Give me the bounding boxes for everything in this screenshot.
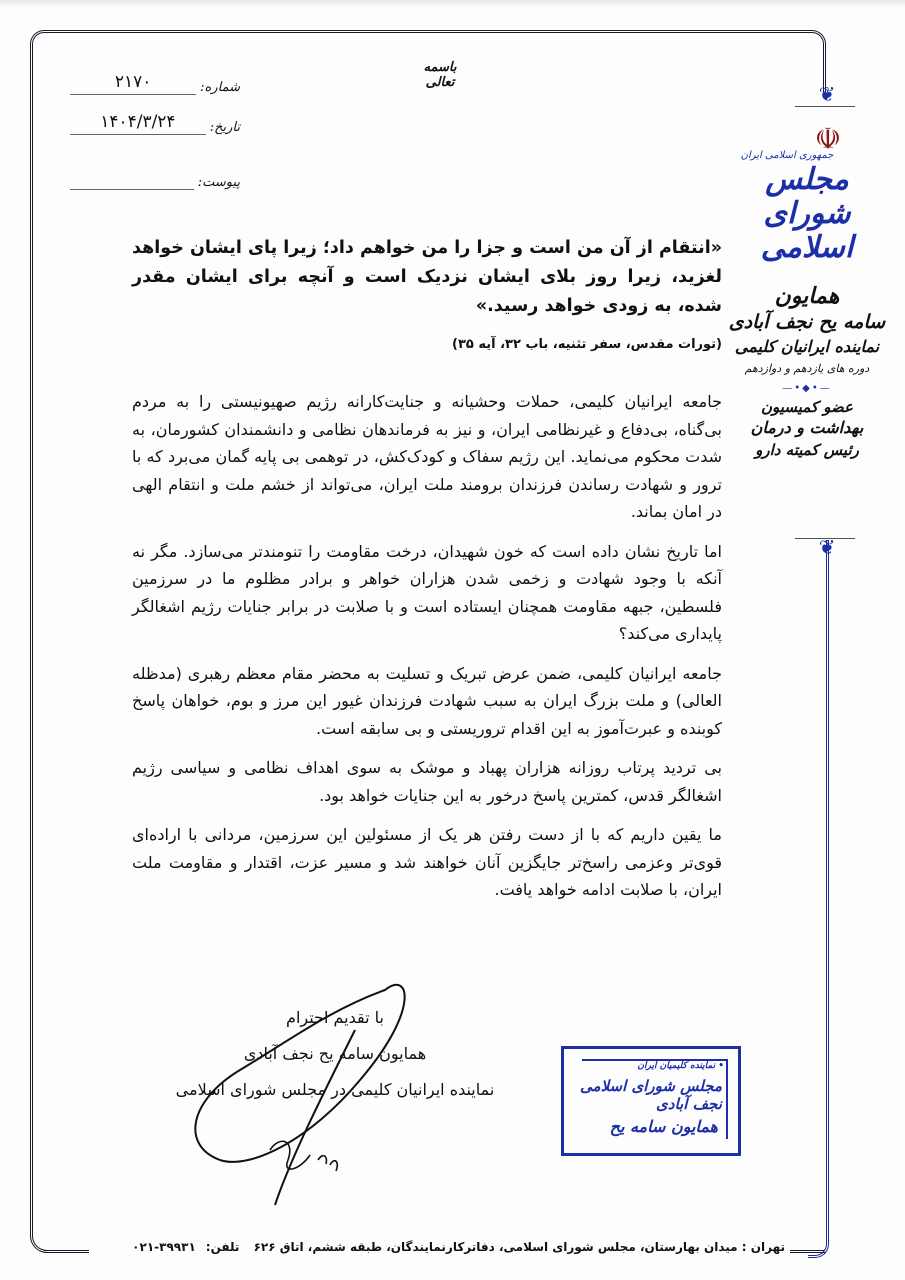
paragraph: جامعه ایرانیان کلیمی، حملات وحشیانه و جنایت‌کارانه رژیم صهیونیستی را به مردم بی‌گناه، بی‌دفاع و غیرنظامی ایران، و نیز به فرماندهان نظامی و دانشمندان کشورمان، به شدت محکوم می‌نماید. این رژیم سفاک و کودک‌کش، در توهمی بی پایه گمان می‌برد که با ترور و شهادت رساندن فرزندان برومند ملت ایران، می‌تواند از خشم ملت و انتقام الهی در امان بماند. [132, 392, 722, 521]
page-border-left [30, 60, 47, 1253]
footer-phone-value: ۳۹۹۳۱-۰۲۱ [132, 1240, 196, 1254]
page-border-bottom [790, 1250, 825, 1253]
letter-number-row [70, 70, 240, 95]
stamp-line-3: همایون سامه یح [609, 1117, 718, 1136]
footer-address-bar [95, 1240, 785, 1254]
paragraph: اما تاریخ نشان داده است که خون شهیدان، درخت مقاومت را تنومندتر می‌سازد. مگر نه آنکه با وجود شهادت و زخمی شدن هزاران خواهر و برادر مظلوم ما در سرزمین فلسطین، جبهه مقاومت همچنان ایستاده است و با صلابت در برابر جنایات رژیم اشغالگر پایداری می‌کند؟ [132, 541, 722, 643]
attachment-row [70, 165, 240, 190]
paragraph: بی تردید پرتاب روزانه هزاران پهباد و موشک به سوی اهداف نظامی و سیاسی رژیم اشغالگر قدس، کمترین پاسخ درخور به این جنایات خواهد بود. [132, 758, 722, 805]
scripture-source: (تورات مقدس، سفر تثنیه، باب ۳۲، آیه ۳۵) [452, 337, 722, 352]
paragraph: ما یقین داریم که با از دست رفتن هر یک از مسئولین این سرزمین، مردانی با اراده‌ای قوی‌تر وعزمی راسخ‌تر جایگزین آنان خواهند شد و مسیر عزت، اقتدار و مقاومت ملت ایران، با صلابت ادامه خواهد یافت. [132, 825, 722, 899]
ornament-icon: ❦ [818, 535, 836, 559]
signer-title: نماینده ایرانیان کلیمی در مجلس شورای اسلامی [175, 1080, 495, 1099]
letterhead [717, 150, 897, 459]
number-value: ۲۱۷۰ [70, 70, 196, 95]
letter-body [132, 234, 722, 904]
signature-scribble [270, 1141, 337, 1171]
ornament-icon: ❦ [818, 82, 836, 106]
invocation: باسمه تعالی [423, 60, 457, 90]
stamp-line-1: • نماینده کلیمیان ایران [637, 1061, 724, 1071]
page-border-bottom [44, 1250, 89, 1253]
letterhead-institution: مجلس شورای اسلامی [760, 162, 854, 265]
page-border-right [808, 540, 829, 1258]
date-label: تاریخ: [209, 120, 240, 135]
scripture-quote: «انتقام از آن من است و جزا را من خواهم داد؛ زیرا پای ایشان خواهد لغزید، زیرا روز بلای ایشان نزدیک است و آنچه برای ایشان مقدر شده، به زودی خواهد رسید.» [132, 238, 722, 316]
stamp-line-2: مجلس شورای اسلامی نجف آبادی [580, 1077, 722, 1113]
closing-block [160, 1000, 510, 1108]
scan-edge [0, 0, 905, 8]
letterhead-terms: دوره های یازدهم و دوازدهم [744, 362, 870, 375]
paragraph: جامعه ایرانیان کلیمی، ضمن عرض تبریک و تسلیت به محضر مقام معظم رهبری (مدظله العالی) و ملت بزرگ ایران به سبب شهادت فرزندان غیور این مرز و بوم، خواهان پاسخ کوبنده و عبرت‌آموز به این اقدام تروریستی و بی سابقه است. [132, 663, 722, 738]
date-value: ۱۴۰۴/۳/۲۴ [70, 110, 206, 135]
letter-date-row [70, 110, 240, 135]
letterhead-role: نماینده ایرانیان کلیمی [734, 337, 880, 356]
letterhead-republic: جمهوری اسلامی ایران [740, 150, 834, 161]
letterhead-name-first: همایون [774, 283, 840, 309]
footer-address: تهران : میدان بهارستان، مجلس شورای اسلامی، دفاترکارنمایندگان، طبقه ششم، اتاق ۶۲۶ [253, 1240, 785, 1254]
iran-emblem-icon: ☫ [814, 122, 842, 157]
footer-phone-label: تلفن: [205, 1240, 240, 1254]
salutation: با تقدیم احترام [286, 1008, 384, 1027]
letterhead-separator: —•◆•— [782, 383, 832, 394]
letterhead-committee-3: رئیس کمیته دارو [755, 441, 859, 459]
signer-name: همایون سامه یح نجف آبادی [243, 1044, 427, 1063]
attachment-label: پیوست: [197, 175, 240, 190]
letterhead-committee-1: عضو کمیسیون [761, 398, 853, 416]
divider [795, 106, 855, 107]
attachment-value [70, 165, 194, 190]
official-stamp [561, 1046, 741, 1156]
number-label: شماره: [200, 80, 240, 95]
letterhead-name-last: سامه یح نجف آبادی [728, 311, 886, 333]
letterhead-committee-2: بهداشت و درمان [750, 418, 864, 437]
